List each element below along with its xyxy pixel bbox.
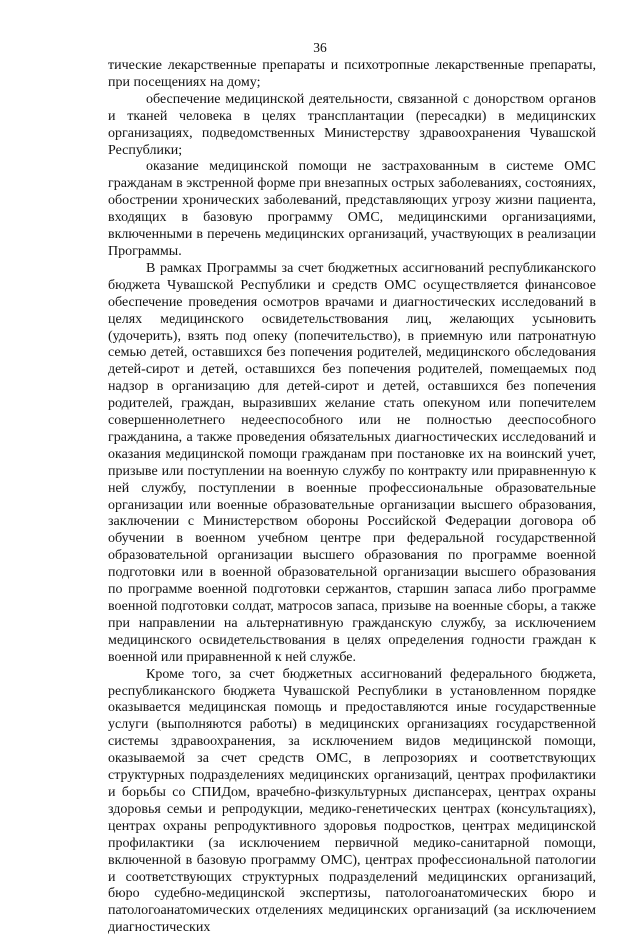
document-body [108,58,596,937]
paragraph-uninsured-care: оказание медицинской помощи не застрахованным в системе ОМС гражданам в экстренной форме при внезапных острых заболеваниях, состояниях, обострении хронических заболеваний, представляющих угрозу жизни пациента, входящих в базовую программу ОМС, медицинскими организациями, включенными в перечень медицинских организаций, участвующих в реализации Программы. [108,159,596,259]
paragraph-continuation: тические лекарственные препараты и психотропные лекарственные препараты, при посещениях на дому; [108,58,596,90]
paragraph-organ-donation: обеспечение медицинской деятельности, связанной с донорством органов и тканей человека в целях трансплантации (пересадки) в медицинских организациях, подведомственных Министерству здравоохранения Чувашской Республики; [108,91,596,158]
paragraph-budget-allocations: Кроме того, за счет бюджетных ассигнований федерального бюджета, республиканского бюджета Чувашской Республики в установленном порядке оказывается медицинская помощь и предоставляются иные государственные услуги (выполняются работы) в медицинских организациях государственной системы здравоохранения, за исключением видов медицинской помощи, оказываемой за счет средств ОМС, в лепрозориях и соответствующих структурных подразделениях медицинских организаций, центрах профилактики и борьбы со СПИДом, врачебно-физкультурных диспансерах, центрах охраны здоровья семьи и репродукции, медико-генетических центрах (консультациях), центрах охраны репродуктивного здоровья подростков, центрах медицинской профилактики (за исключением первичной медико-санитарной помощи, включенной в базовую программу ОМС), центрах профессиональной патологии и соответствующих структурных подразделений медицинских организаций, бюро судебно-медицинской экспертизы, патологоанатомических бюро и патологоанатомических отделениях медицинских организаций (за исключением диагностических [108,666,596,936]
paragraph-program-financing: В рамках Программы за счет бюджетных ассигнований республиканского бюджета Чувашской Республики и средств ОМС осуществляется финансовое обеспечение проведения осмотров врачами и диагностических исследований в целях медицинского освидетельствования лиц, желающих усыновить (удочерить), взять под опеку (попечительство), в приемную или патронатную семью детей, оставшихся без попечения родителей, медицинского обследования детей-сирот и детей, оставшихся без попечения родителей, помещаемых под надзор в организацию для детей-сирот и детей, оставшихся без попечения родителей, граждан, выразивших желание стать опекуном или попечителем совершеннолетнего недееспособного или не полностью дееспособного гражданина, а также проведения обязательных диагностических исследований и оказания медицинской помощи гражданам при постановке их на воинский учет, призыве или поступлении на военную службу по контракту или приравненную к ней службу, поступлении в военные профессиональные образовательные организации или военные образовательные организации высшего образования, заключении с Министерством обороны Российской Федерации договора об обучении в военном учебном центре при федеральной государственной образовательной организации высшего образования по программе военной подготовки или в военной образовательной организации высшего образования по программе военной подготовки сержантов, старшин запаса либо программе военной подготовки солдат, матросов запаса, призыве на военные сборы, а также при направлении на альтернативную гражданскую службу, за исключением медицинского освидетельствования в целях определения годности граждан к военной или приравненной к ней службе. [108,260,596,665]
page-number: 36 [313,40,327,55]
